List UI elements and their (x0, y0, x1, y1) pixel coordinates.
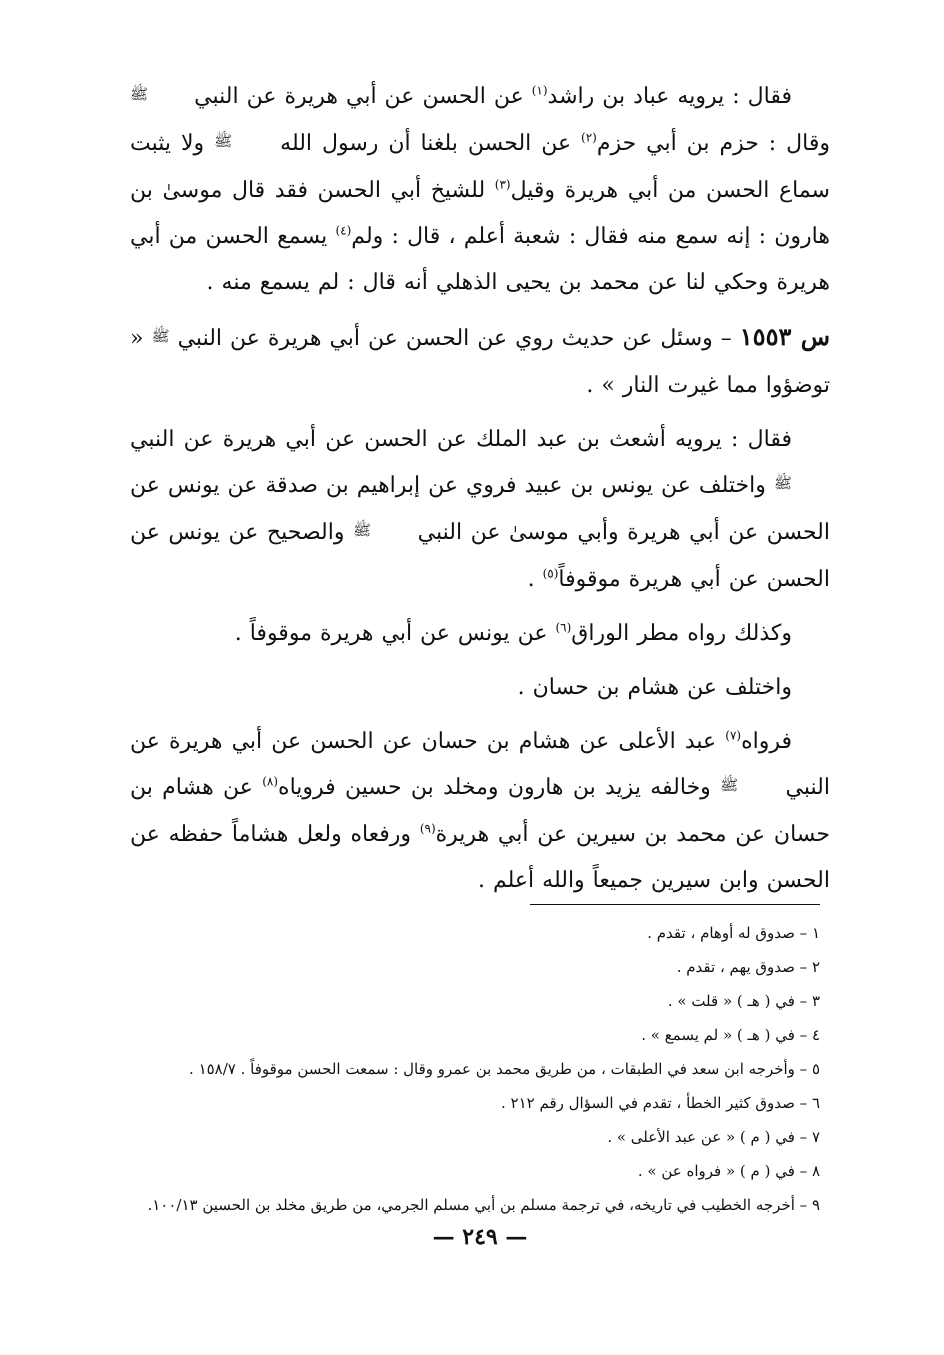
paragraph-4 (130, 611, 830, 657)
footnote-item: ٢ – صدوق يهم ، تقدم . (676, 958, 820, 976)
salawat-glyph: ﷺ (214, 132, 233, 150)
text: ورفعاه ولعل هشاماً حفظه عن الحسن وابن سيرين جميعاً والله أعلم . (130, 822, 830, 893)
paragraph-6 (130, 719, 830, 904)
text: عن يونس عن أبي هريرة موقوفاً . (234, 621, 556, 646)
text: واختلف عن يونس بن عبيد فروي عن إبراهيم بن صدقة عن يونس عن الحسن عن أبي هريرة وأبي موسىٰ عن النبي (130, 473, 830, 545)
footnote-item: ٨ – في ( م ) « فرواه عن » . (637, 1162, 820, 1180)
text: ولا يثبت سماع الحسن من أبي هريرة وقيل (130, 131, 830, 203)
text: فقال : يرويه عباد بن راشد (547, 84, 792, 109)
paragraph-1 (130, 74, 830, 306)
text: فقال : يرويه أشعث بن عبد الملك عن الحسن عن أبي هريرة عن النبي (130, 427, 792, 452)
footnote-ref-5: (٥) (542, 566, 559, 581)
question-number: س ١٥٥٣ (739, 322, 831, 351)
footnote-item: ٥ – وأخرجه ابن سعد في الطبقات ، من طريق محمد بن عمرو وقال : سمعت الحسن موقوفاً . ١٥٨/٧ . (189, 1060, 820, 1078)
footnote-separator (530, 904, 820, 905)
question-paragraph (130, 314, 830, 409)
footnote-item: ٩ – أخرجه الخطيب في تاريخه، في ترجمة مسلم بن أبي مسلم الجرمي، من طريق مخلد بن الحسين ١٠٠/١٣. (147, 1196, 820, 1214)
text: والصحيح عن يونس عن الحسن عن أبي هريرة موقوفاً (130, 520, 830, 592)
footnote-item: ٦ – صدوق كثير الخطأ ، تقدم في السؤال رقم ٢١٢ . (501, 1094, 820, 1112)
text: وكذلك رواه مطر الوراق (571, 621, 792, 646)
text: – وسئل عن حديث روي عن الحسن عن أبي هريرة عن النبي (169, 326, 740, 351)
text: عن الحسن عن أبي هريرة عن النبي (186, 84, 532, 109)
page-body (130, 74, 830, 1314)
footnote-ref-1: (١) (531, 83, 548, 98)
footnote-item: ٣ – في ( هـ ) « قلت » . (667, 992, 820, 1010)
footnote-ref-2: (٢) (581, 130, 597, 145)
footnote-item: ١ – صدوق له أوهام ، تقدم . (647, 924, 820, 942)
footnote-item: ٤ – في ( هـ ) « لم يسمع » . (641, 1026, 820, 1044)
footnote-ref-8: (٨) (262, 774, 279, 789)
footnote-ref-6: (٦) (555, 620, 572, 635)
footnote-ref-3: (٣) (494, 177, 511, 192)
footnotes-list (130, 916, 820, 1222)
salawat-glyph: ﷺ (773, 474, 792, 492)
text: واختلف عن هشام بن حسان . (517, 675, 792, 700)
footnote-ref-9: (٩) (419, 821, 436, 836)
text: فرواه (741, 729, 792, 754)
footnote-ref-4: (٤) (335, 223, 352, 238)
text: وقال : حزم بن أبي حزم (596, 131, 830, 156)
paragraph-5 (130, 665, 830, 711)
footnote-ref-7: (٧) (725, 728, 742, 743)
text: « توضؤوا مما غيرت النار » . (130, 326, 830, 398)
text: عبد الأعلى عن هشام بن حسان عن الحسن عن أبي هريرة عن النبي (130, 729, 830, 800)
text: . (527, 567, 543, 592)
salawat-glyph: ﷺ (151, 327, 170, 345)
text: يسمع الحسن من أبي هريرة وحكي لنا عن محمد بن يحيى الذهلي أنه قال : لم يسمع منه . (130, 224, 830, 295)
footnote-item: ٧ – في ( م ) « عن عبد الأعلى » . (607, 1128, 820, 1146)
text: وخالفه يزيد بن هارون ومخلد بن حسين فروياه (278, 775, 721, 800)
salawat-glyph: ﷺ (720, 776, 739, 794)
text: عن الحسن بلغنا أن رسول الله (270, 131, 582, 156)
text: للشيخ أبي الحسن فقد قال موسىٰ بن هارون : إنه سمع منه فقال : شعبة أعلم ، قال : ولم (130, 178, 830, 249)
paragraph-3 (130, 417, 830, 603)
text: عن هشام بن حسان عن محمد بن سيرين عن أبي هريرة (130, 775, 830, 847)
salawat-glyph: ﷺ (130, 85, 149, 103)
page-number: — ٢٤٩ — (432, 1224, 528, 1250)
salawat-glyph: ﷺ (353, 521, 372, 539)
